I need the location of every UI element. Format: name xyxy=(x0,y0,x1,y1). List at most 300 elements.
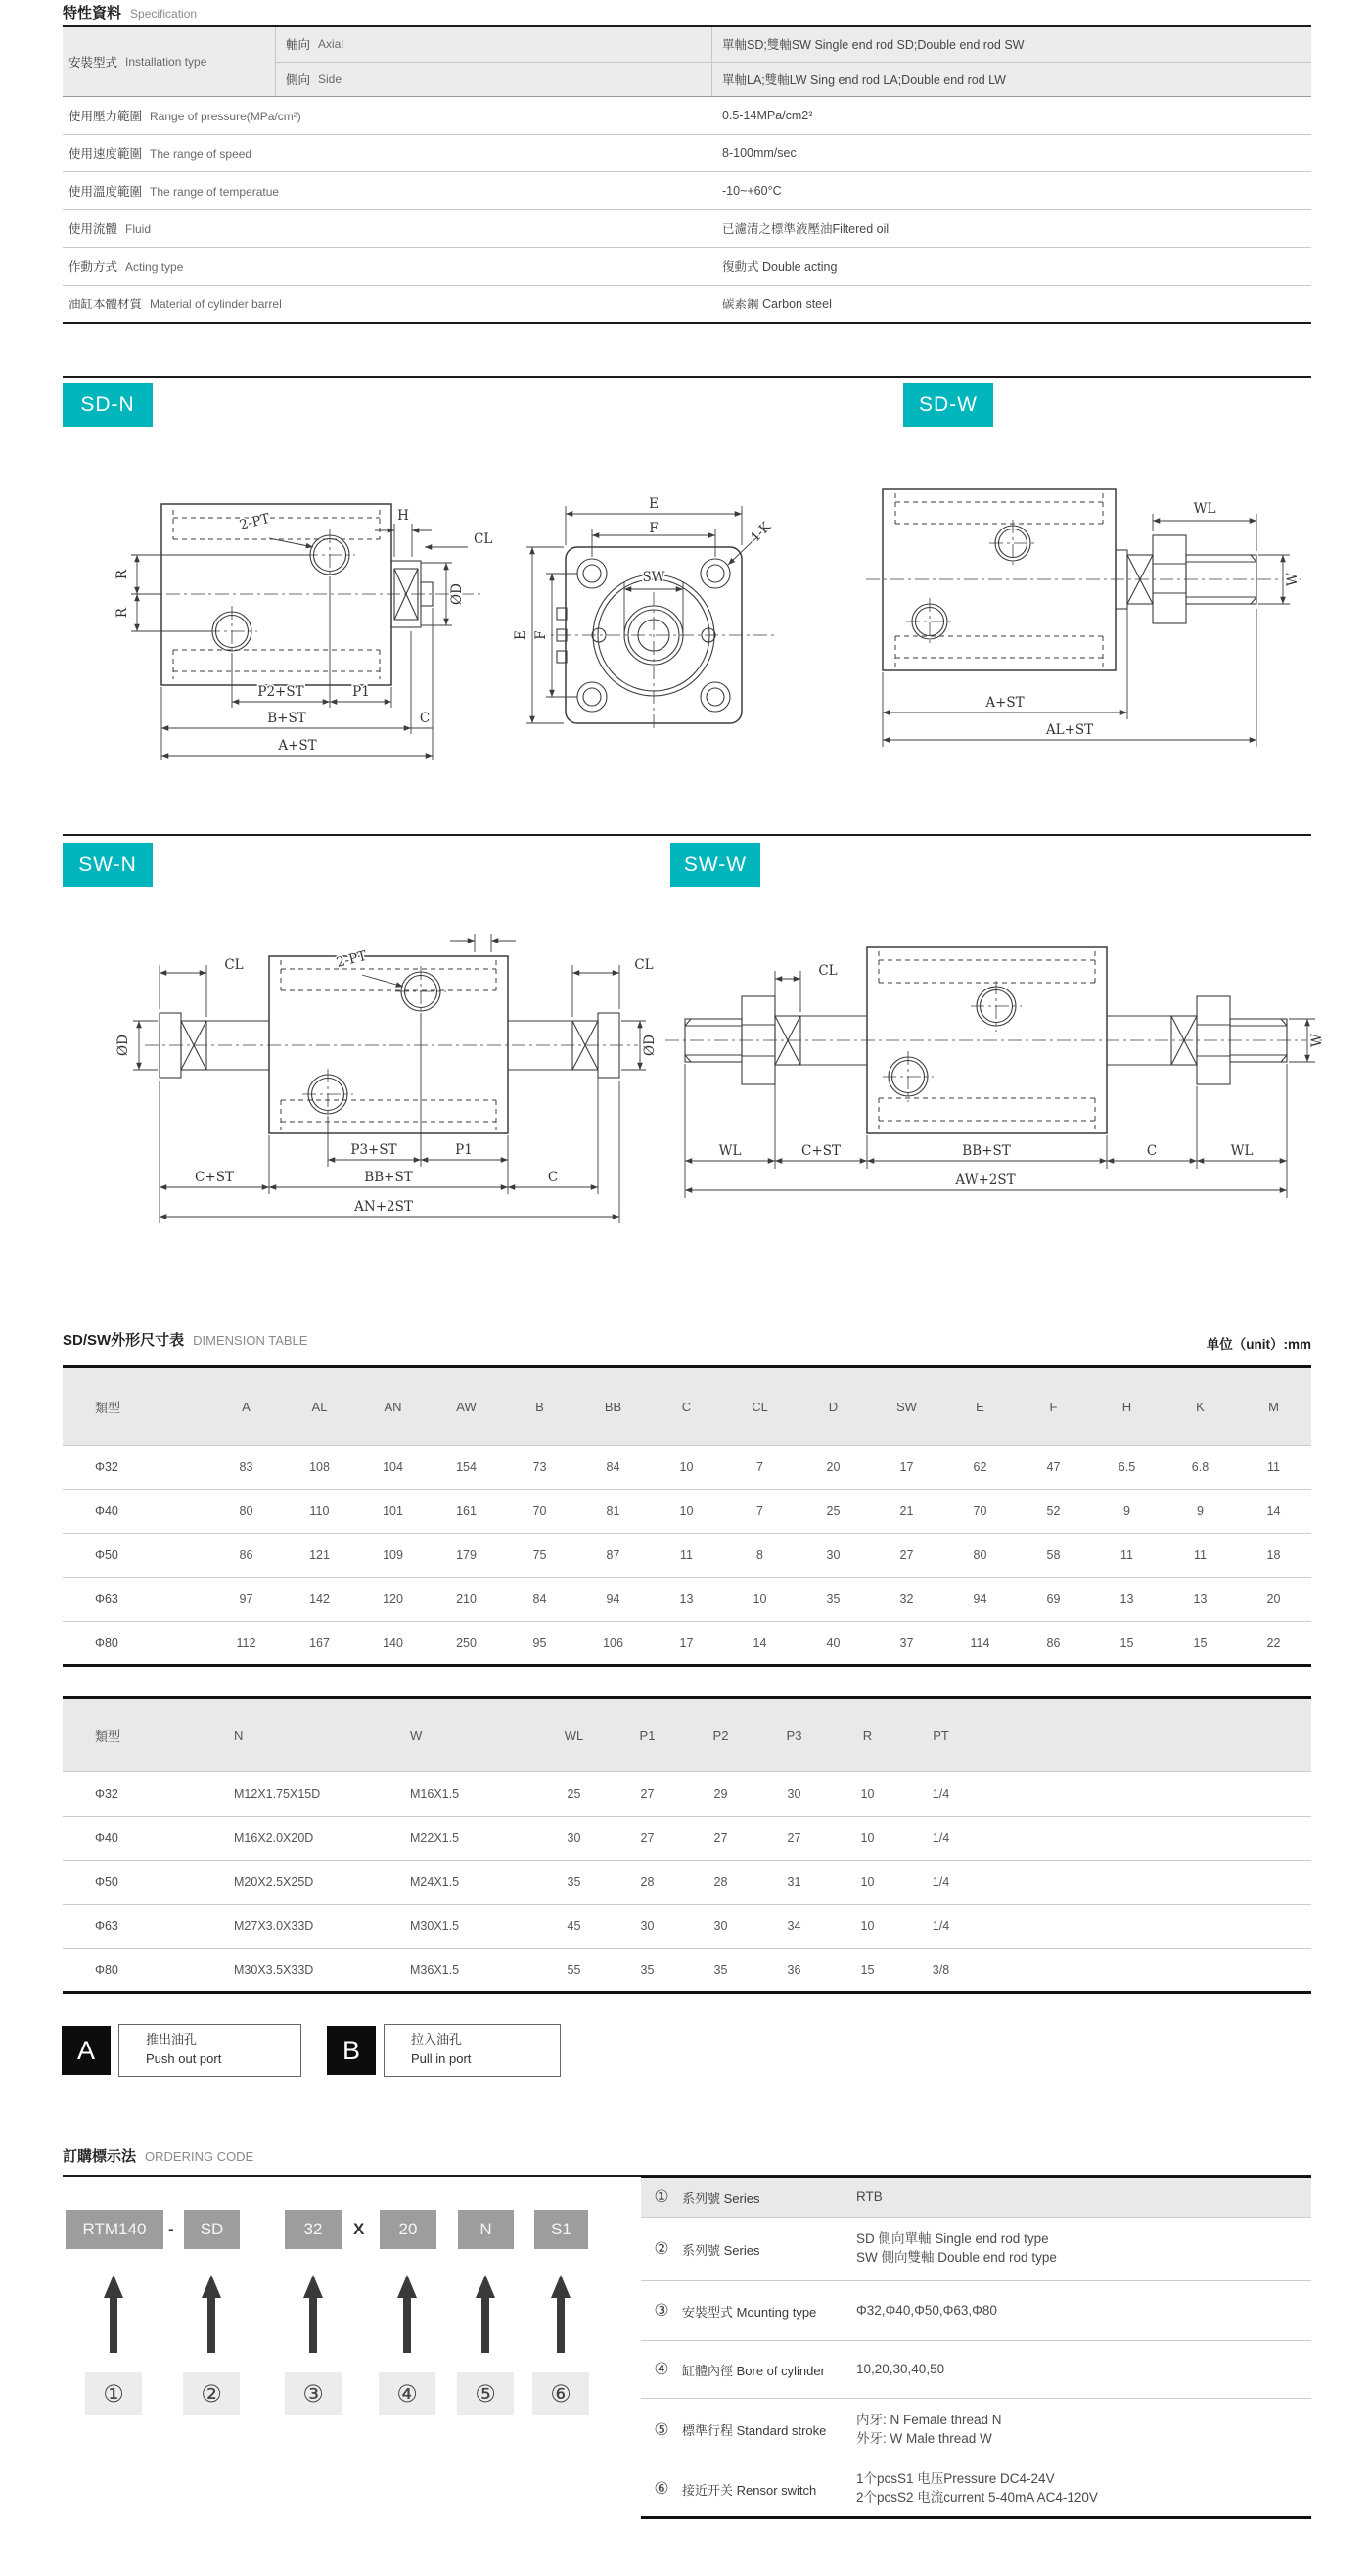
dim-cell: 31 xyxy=(787,1875,801,1889)
dim-table-row xyxy=(63,1905,1311,1949)
spec-row-fluid xyxy=(63,209,1311,248)
dim-label-2pt: 2-PT xyxy=(238,510,272,533)
dim-cell: 18 xyxy=(1266,1548,1281,1562)
dim-col-header: P2 xyxy=(712,1727,729,1743)
pressure-value: 0.5-14MPa/cm2² xyxy=(722,108,813,122)
spec-table xyxy=(63,25,1311,324)
dim-cell: M16X2.0X20D xyxy=(234,1831,314,1845)
dim-label-ast: A+ST xyxy=(985,695,1025,711)
dim-cell: 80 xyxy=(239,1504,253,1518)
dim-cell: 154 xyxy=(456,1460,477,1474)
code-sep-x: X xyxy=(353,2220,365,2238)
dim-cell: Φ80 xyxy=(95,1635,118,1650)
dim-cell: 29 xyxy=(713,1787,728,1801)
spec-row-installation xyxy=(63,27,1311,97)
dim-cell: 14 xyxy=(1266,1504,1281,1518)
dim-cell: 14 xyxy=(753,1635,767,1650)
arrow-shaft-4 xyxy=(403,2296,411,2353)
dim-col-header: WL xyxy=(564,1727,584,1743)
dim-cell: 73 xyxy=(532,1460,547,1474)
dim-cell: 11 xyxy=(1120,1548,1133,1562)
dim-label-h: H xyxy=(397,508,409,524)
dim-col-header: AL xyxy=(311,1399,328,1414)
dim-label-c: C xyxy=(1146,1143,1158,1159)
dim-col-header: K xyxy=(1196,1399,1205,1414)
tag-sw-n: SW-N xyxy=(63,843,153,887)
ord-num-6: ⑥ xyxy=(654,2479,669,2499)
dim-cell-filler xyxy=(978,1949,1311,1993)
dimension-table-2 xyxy=(63,1696,1311,1994)
dim-cell: 80 xyxy=(973,1548,987,1562)
dim-cell: 81 xyxy=(606,1504,620,1518)
tag-sd-w: SD-W xyxy=(903,383,993,427)
dim-col-header: F xyxy=(1049,1399,1058,1414)
dim-cell: 35 xyxy=(640,1962,655,1977)
drawing-sd-w xyxy=(851,445,1341,788)
dim-cell: 179 xyxy=(456,1548,477,1562)
dim-cell: 95 xyxy=(532,1635,547,1650)
ord-num-5: ⑤ xyxy=(654,2419,669,2440)
dim-cell: 30 xyxy=(713,1919,728,1933)
axial-label xyxy=(276,27,712,62)
dim-col-header: E xyxy=(976,1399,984,1414)
material-label-en: Material of cylinder barrel xyxy=(150,298,282,312)
dim-col-header: W xyxy=(410,1727,423,1743)
code-box-stroke: 20 xyxy=(380,2210,436,2249)
code-sep-dash: - xyxy=(168,2220,174,2238)
dim-cell: 70 xyxy=(973,1504,987,1518)
speed-label-en: The range of speed xyxy=(150,147,252,161)
dim-table-row xyxy=(63,1490,1311,1534)
dim-cell: 15 xyxy=(860,1962,875,1977)
dim-cell: M12X1.75X15D xyxy=(234,1787,321,1801)
dim-table-row xyxy=(63,1534,1311,1578)
dim-cell: 7 xyxy=(756,1460,763,1474)
dim-cell: M30X1.5 xyxy=(410,1919,460,1933)
dim-col-filler xyxy=(978,1698,1311,1772)
dim-col-header: M xyxy=(1268,1399,1279,1414)
pressure-label-zh: 使用壓力範圍 xyxy=(68,109,143,123)
dim-col-header: 類型 xyxy=(95,1728,121,1744)
divider-line-2 xyxy=(63,834,1311,836)
dim-cell: 86 xyxy=(1046,1635,1061,1650)
dim-label-wl-r: WL xyxy=(1230,1143,1254,1159)
dim-cell: 140 xyxy=(383,1635,403,1650)
installation-axial-row xyxy=(276,27,1311,62)
dim-label-p2st: P2+ST xyxy=(257,684,304,700)
code-num-1: ① xyxy=(85,2372,142,2415)
dim-cell: 142 xyxy=(309,1592,330,1606)
dim-table-row xyxy=(63,1772,1311,1817)
temperature-value: -10~+60°C xyxy=(722,183,782,198)
drawing-sw-w xyxy=(646,908,1334,1265)
dim-cell: 30 xyxy=(787,1787,801,1801)
dim-cell: 1/4 xyxy=(932,1787,950,1801)
code-num-6: ⑥ xyxy=(532,2372,589,2415)
dim-label-cl: CL xyxy=(818,963,838,979)
dim-cell-filler xyxy=(978,1861,1311,1905)
dim-label-r1: R xyxy=(114,569,130,580)
ord-label-2: 系列號 Series xyxy=(682,2242,760,2258)
dim-cell: 15 xyxy=(1193,1635,1208,1650)
code-num-2: ② xyxy=(183,2372,240,2415)
dim-unit-label: 单位（unit）:mm xyxy=(1206,1337,1311,1352)
ordering-title-zh: 訂購標示法 xyxy=(63,2148,137,2165)
arrow-icon-6 xyxy=(551,2275,571,2298)
dim-cell: 30 xyxy=(826,1548,841,1562)
dim-cell: 161 xyxy=(456,1504,477,1518)
dim-cell: 6.5 xyxy=(1118,1460,1136,1474)
dim-label-ast: A+ST xyxy=(278,738,317,754)
ordering-table xyxy=(641,2176,1311,2519)
axial-zh: 軸向 xyxy=(286,38,311,53)
dim-cell: 28 xyxy=(713,1875,728,1889)
ordering-row-6 xyxy=(641,2461,1311,2516)
dim-col-header: D xyxy=(828,1399,839,1414)
dim-col-header: CL xyxy=(752,1399,768,1414)
dim-cell: 27 xyxy=(787,1831,801,1845)
dim-cell: 13 xyxy=(1119,1592,1134,1606)
dim-cell-filler xyxy=(1310,1534,1311,1578)
ord-value-4: 10,20,30,40,50 xyxy=(856,2361,945,2376)
dim-label-an2st: AN+2ST xyxy=(354,1199,413,1215)
ord-label-3: 安裝型式 Mounting type xyxy=(682,2304,817,2320)
dim-cell: 10 xyxy=(679,1504,694,1518)
dim-col-header: AN xyxy=(384,1399,402,1414)
dim-col-header: SW xyxy=(896,1399,917,1414)
dim-cell-filler xyxy=(1310,1622,1311,1666)
dim-cell: 104 xyxy=(383,1460,403,1474)
dim-cell: 37 xyxy=(899,1635,914,1650)
installation-label-en: Installation type xyxy=(125,55,207,69)
dim-cell: M24X1.5 xyxy=(410,1875,460,1889)
axial-en: Axial xyxy=(318,37,344,52)
code-num-3: ③ xyxy=(285,2372,342,2415)
dim-cell: 110 xyxy=(309,1504,330,1518)
side-en: Side xyxy=(318,71,342,86)
spec-row-temperature xyxy=(63,171,1311,209)
ord-value-3: Φ32,Φ40,Φ50,Φ63,Φ80 xyxy=(856,2302,997,2318)
dim-cell: 97 xyxy=(239,1592,253,1606)
dim-cell: 108 xyxy=(309,1460,330,1474)
dim-table-row xyxy=(63,1578,1311,1622)
dim-label-alst: AL+ST xyxy=(1045,722,1094,738)
dim-cell: 45 xyxy=(567,1919,581,1933)
dim-table-row xyxy=(63,1817,1311,1861)
dim-label-p1: P1 xyxy=(455,1142,473,1158)
dim-cell: 167 xyxy=(309,1635,330,1650)
ordering-title-en: ORDERING CODE xyxy=(145,2149,254,2164)
dim-cell: 106 xyxy=(603,1635,623,1650)
dim-cell: 22 xyxy=(1266,1635,1281,1650)
dim-cell: 36 xyxy=(787,1962,801,1977)
dim-label-cl-l: CL xyxy=(224,957,244,973)
spec-title-en: Specification xyxy=(130,7,198,21)
port-a-en: Push out port xyxy=(146,2051,222,2067)
arrow-icon-1 xyxy=(104,2275,123,2298)
dim-col-header: P1 xyxy=(639,1727,656,1743)
dim-cell: 112 xyxy=(236,1635,256,1650)
dim-cell: 28 xyxy=(640,1875,655,1889)
side-label xyxy=(276,63,712,97)
ordering-row-5 xyxy=(641,2398,1311,2461)
dim-cell: 25 xyxy=(567,1787,581,1801)
dim-cell: 62 xyxy=(973,1460,987,1474)
spec-row-speed xyxy=(63,134,1311,172)
dim-cell: 10 xyxy=(860,1831,875,1845)
dim-cell: 70 xyxy=(532,1504,547,1518)
dim-cell: 8 xyxy=(756,1548,763,1562)
material-value: 碳素鋼 Carbon steel xyxy=(722,298,832,312)
acting-label-en: Acting type xyxy=(125,259,184,274)
installation-side-row xyxy=(276,62,1311,97)
dim-cell: 21 xyxy=(899,1504,914,1518)
temperature-label-zh: 使用溫度範圍 xyxy=(68,184,143,199)
ordering-title xyxy=(63,2145,253,2166)
dim-cell: 34 xyxy=(787,1919,801,1933)
dim-cell: 83 xyxy=(239,1460,253,1474)
dim-label-cl: CL xyxy=(474,531,493,547)
dim-cell: 121 xyxy=(309,1548,330,1562)
dim-label-c: C xyxy=(419,711,431,726)
dimension-table-1 xyxy=(63,1365,1311,1667)
dim-cell: M30X3.5X33D xyxy=(234,1962,314,1977)
dim-cell: 114 xyxy=(970,1635,990,1650)
dim-cell: 27 xyxy=(640,1831,655,1845)
code-box-type: SD xyxy=(184,2210,240,2249)
dim-label-e-top: E xyxy=(649,496,659,512)
dim-label-wl: WL xyxy=(1193,501,1216,517)
ord-value-2-line1: SD 側向單軸 Single end rod type xyxy=(856,2231,1049,2247)
ord-num-4: ④ xyxy=(654,2360,669,2379)
dim-cell: 7 xyxy=(756,1504,763,1518)
dim-table-row xyxy=(63,1949,1311,1993)
ord-label-5: 標準行程 Standard stroke xyxy=(682,2423,827,2438)
dim-cell: 40 xyxy=(826,1635,841,1650)
dim-cell: 35 xyxy=(826,1592,841,1606)
dim-label-c: C xyxy=(547,1170,559,1185)
code-num-5: ⑤ xyxy=(457,2372,514,2415)
code-box-switch: S1 xyxy=(534,2210,588,2249)
dim-cell: 84 xyxy=(532,1592,547,1606)
arrow-shaft-2 xyxy=(207,2296,215,2353)
ord-value-6-line2: 2个pcsS2 电流current 5-40mA AC4-120V xyxy=(856,2490,1098,2505)
dim-cell: Φ50 xyxy=(95,1875,118,1889)
dim-cell: 35 xyxy=(567,1875,581,1889)
dim-label-bst: B+ST xyxy=(267,711,306,726)
speed-value: 8-100mm/sec xyxy=(722,146,797,161)
dim-col-header: BB xyxy=(604,1399,622,1414)
dim-cell: Φ80 xyxy=(95,1962,118,1977)
side-value: 單軸LA;雙軸LW Sing end rod LA;Double end rod LW xyxy=(722,72,1006,87)
dim-cell: 11 xyxy=(680,1548,693,1562)
dim-cell-filler xyxy=(978,1772,1311,1817)
code-box-bore: 32 xyxy=(285,2210,342,2249)
dim-cell: 30 xyxy=(640,1919,655,1933)
dim-cell: 10 xyxy=(753,1592,767,1606)
dim-cell: 10 xyxy=(860,1919,875,1933)
dim-cell: 210 xyxy=(456,1592,477,1606)
dim-cell-filler xyxy=(1310,1578,1311,1622)
installation-label-zh: 安裝型式 xyxy=(68,56,118,69)
dim-cell-filler xyxy=(1310,1490,1311,1534)
arrow-shaft-5 xyxy=(481,2296,489,2353)
ord-value-6-line1: 1个pcsS1 电压Pressure DC4-24V xyxy=(856,2471,1055,2487)
dim-table-row xyxy=(63,1861,1311,1905)
dim-cell: 6.8 xyxy=(1191,1460,1210,1474)
ord-label-6: 接近开关 Rensor switch xyxy=(682,2482,817,2498)
dim-cell: 58 xyxy=(1046,1548,1061,1562)
dim-col-filler xyxy=(1310,1367,1311,1446)
dim-col-header: H xyxy=(1121,1399,1132,1414)
axial-value: 單軸SD;雙軸SW Single end rod SD;Double end rod SW xyxy=(722,38,1025,53)
dim-cell: 250 xyxy=(456,1635,477,1650)
dim-cell: 75 xyxy=(532,1548,547,1562)
port-a-zh: 推出油孔 xyxy=(146,2032,198,2047)
spec-row-material xyxy=(63,285,1311,323)
ord-label-4: 缸體內徑 Bore of cylinder xyxy=(682,2363,825,2378)
port-a-key: A xyxy=(62,2026,111,2075)
dim-cell: Φ63 xyxy=(95,1592,118,1606)
dim-cell: M22X1.5 xyxy=(410,1831,460,1845)
dim-cell: 120 xyxy=(383,1592,403,1606)
drawing-sd-n xyxy=(49,445,812,788)
dim-label-cst: C+ST xyxy=(801,1143,841,1159)
dim-cell: 86 xyxy=(239,1548,253,1562)
dimension-table-title xyxy=(63,1329,307,1350)
dim-cell: Φ32 xyxy=(95,1460,118,1474)
dim-cell: M20X2.5X25D xyxy=(234,1875,314,1889)
speed-label-zh: 使用速度範圍 xyxy=(68,147,143,161)
installation-label xyxy=(63,27,276,96)
drawing-sw-n xyxy=(39,908,665,1265)
code-num-4: ④ xyxy=(379,2372,435,2415)
dim-cell-filler xyxy=(978,1817,1311,1861)
ord-value-5 xyxy=(856,2412,1311,2449)
dim-col-header: PT xyxy=(933,1727,949,1743)
dim-cell: M16X1.5 xyxy=(410,1787,460,1801)
spec-row-pressure xyxy=(63,97,1311,134)
dim-cell: M36X1.5 xyxy=(410,1962,460,1977)
acting-label-zh: 作動方式 xyxy=(68,259,118,274)
acting-value: 復動式 Double acting xyxy=(722,259,838,274)
dim-cell: 1/4 xyxy=(932,1831,950,1845)
dim-cell: 20 xyxy=(826,1460,841,1474)
dim-cell: 30 xyxy=(567,1831,581,1845)
dim-cell: 17 xyxy=(679,1635,694,1650)
dim-cell: 84 xyxy=(606,1460,620,1474)
dim-cell: 9 xyxy=(1197,1504,1204,1518)
ordering-row-1 xyxy=(641,2178,1311,2217)
arrow-icon-3 xyxy=(303,2275,323,2298)
dim-cell: 27 xyxy=(899,1548,914,1562)
dim-col-header: N xyxy=(234,1727,244,1743)
dim-cell: 55 xyxy=(567,1962,581,1977)
dim-cell: 15 xyxy=(1119,1635,1134,1650)
ord-value-5-line1: 内牙: N Female thread N xyxy=(856,2412,1002,2427)
spec-row-acting xyxy=(63,247,1311,285)
dim-cell: 13 xyxy=(679,1592,694,1606)
dim-label-4k: 4-K xyxy=(747,519,775,547)
dim-label-bbst: BB+ST xyxy=(364,1170,413,1185)
temperature-label-en: The range of temperatue xyxy=(150,184,280,199)
dim-cell: 101 xyxy=(383,1504,403,1518)
dim-label-cst: C+ST xyxy=(195,1170,234,1185)
dim-table-row xyxy=(63,1446,1311,1490)
spec-section-title xyxy=(63,2,197,23)
dim-label-p1: P1 xyxy=(352,684,370,700)
dim-label-cl-r: CL xyxy=(634,957,654,973)
dim-cell: 27 xyxy=(713,1831,728,1845)
port-b-en: Pull in port xyxy=(411,2051,472,2067)
dim-label-r2: R xyxy=(114,607,130,619)
dim-label-wl-l: WL xyxy=(718,1143,742,1159)
ord-num-2: ② xyxy=(654,2239,669,2259)
arrow-icon-2 xyxy=(202,2275,221,2298)
ordering-row-3 xyxy=(641,2280,1311,2340)
ordering-row-4 xyxy=(641,2340,1311,2398)
dim-cell: 20 xyxy=(1266,1592,1281,1606)
ord-value-6 xyxy=(856,2470,1311,2507)
dim-cell: 109 xyxy=(383,1548,403,1562)
dim-cell: 10 xyxy=(860,1787,875,1801)
ord-value-1: RTB xyxy=(856,2188,883,2204)
dim-label-od-l: ØD xyxy=(115,1035,131,1056)
dim-cell: 1/4 xyxy=(932,1875,950,1889)
dim-cell: 52 xyxy=(1046,1504,1061,1518)
dim-label-w: W xyxy=(1285,573,1301,586)
dim-cell: 35 xyxy=(713,1962,728,1977)
ordering-row-2 xyxy=(641,2217,1311,2280)
ord-value-5-line2: 外牙: W Male thread W xyxy=(856,2430,992,2446)
material-label-zh: 油缸本體材質 xyxy=(68,298,143,312)
dim-col-header: AW xyxy=(456,1399,477,1414)
arrow-icon-4 xyxy=(397,2275,417,2298)
arrow-icon-5 xyxy=(476,2275,495,2298)
dim-label-f-left: F xyxy=(533,630,549,640)
port-b-key: B xyxy=(327,2026,376,2075)
code-box-thread: N xyxy=(458,2210,514,2249)
dim-cell: Φ40 xyxy=(95,1831,118,1845)
dim-cell-filler xyxy=(1310,1446,1311,1490)
ord-value-2-line2: SW 側向雙軸 Double end rod type xyxy=(856,2250,1057,2265)
dim-title-en: DIMENSION TABLE xyxy=(193,1333,308,1348)
dim-cell-filler xyxy=(978,1905,1311,1949)
fluid-value: 已濾清之標準液壓油Filtered oil xyxy=(722,222,890,237)
arrow-shaft-1 xyxy=(110,2296,117,2353)
code-box-series: RTM140 xyxy=(66,2210,163,2249)
dim-label-p3st: P3+ST xyxy=(350,1142,397,1158)
dim-cell: 87 xyxy=(606,1548,620,1562)
dim-label-bbst: BB+ST xyxy=(962,1143,1011,1159)
dim-col-header: A xyxy=(242,1399,251,1414)
ord-value-2 xyxy=(856,2231,1311,2268)
arrow-shaft-3 xyxy=(309,2296,317,2353)
tag-sw-w: SW-W xyxy=(670,843,760,887)
pressure-label-en: Range of pressure(MPa/cm²) xyxy=(150,109,301,123)
dim-cell: 17 xyxy=(899,1460,914,1474)
dim-cell: Φ32 xyxy=(95,1787,118,1801)
divider-line-1 xyxy=(63,376,1311,378)
ord-num-1: ① xyxy=(654,2187,669,2207)
dim-label-aw2st: AW+2ST xyxy=(955,1173,1016,1188)
dim-cell: 9 xyxy=(1123,1504,1130,1518)
dim-label-sw: SW xyxy=(642,570,665,585)
dim-label-w: W xyxy=(1309,1034,1325,1047)
dim-table-row xyxy=(63,1622,1311,1666)
ord-label-1: 系列號 Series xyxy=(682,2190,760,2206)
arrow-shaft-6 xyxy=(557,2296,565,2353)
